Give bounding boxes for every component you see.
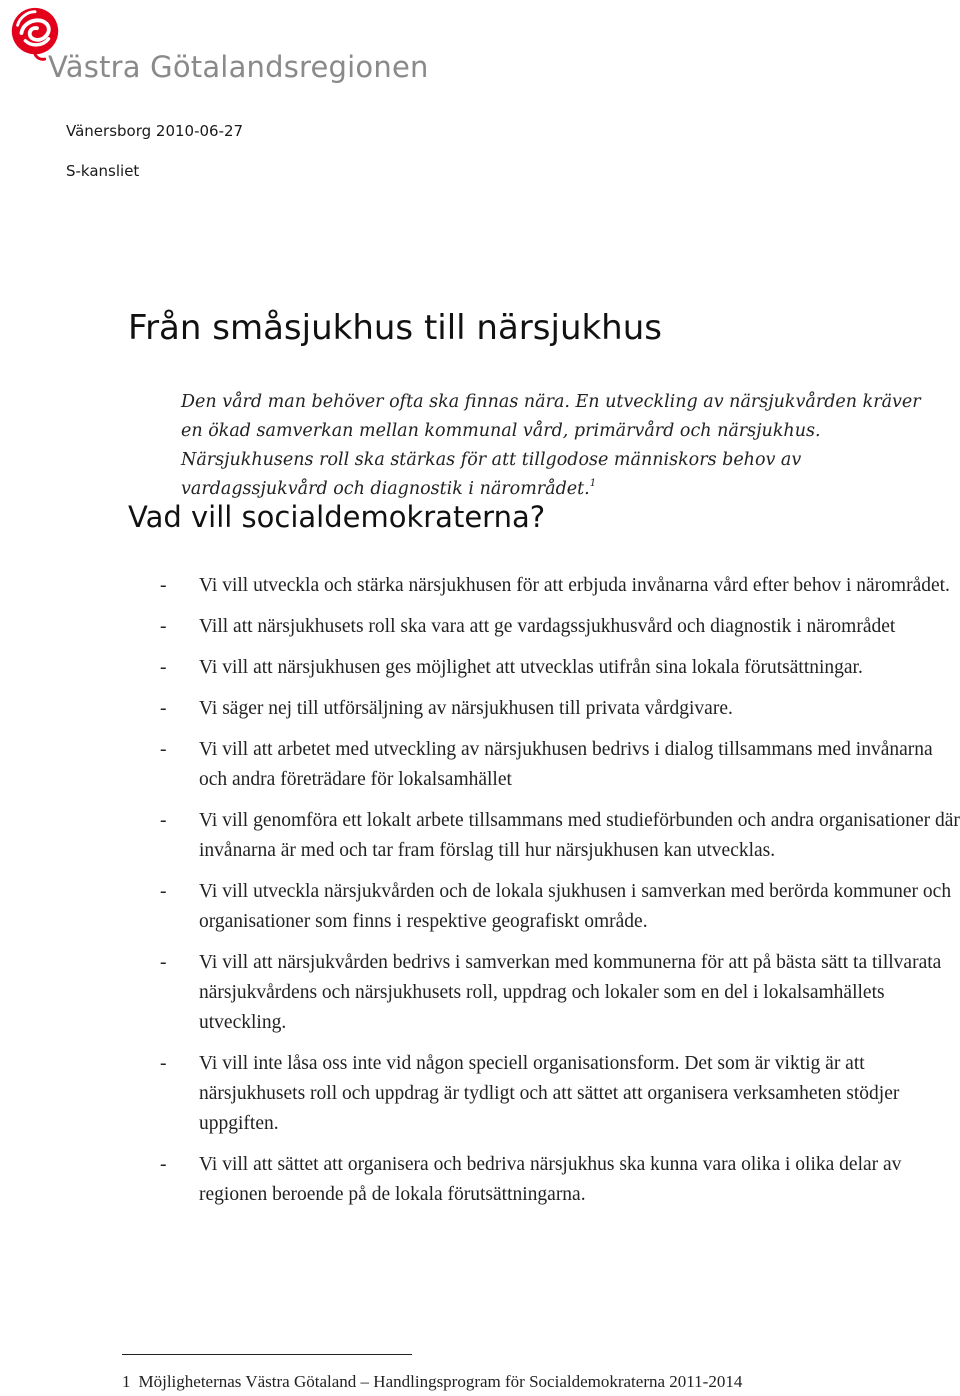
list-item	[160, 571, 960, 601]
intro-paragraph	[181, 388, 921, 504]
document-title: Från småsjukhus till närsjukhus	[128, 308, 662, 348]
list-item	[160, 653, 960, 683]
bullet-marker: -	[160, 881, 167, 902]
list-item-text: Vi säger nej till utförsäljning av närsjukhusen till privata vårdgivare.	[199, 698, 733, 719]
list-item-text: Vi vill utveckla närsjukvården och de lokala sjukhusen i samverkan med berörda kommuner och organisationer som finns i respektive geografiskt område.	[199, 881, 952, 932]
list-item-text: Vi vill utveckla och stärka närsjukhusen för att erbjuda invånarna vård efter behov i närområdet.	[199, 575, 950, 596]
organization-name: Västra Götalandsregionen	[48, 50, 429, 84]
place-date: Vänersborg 2010-06-27	[66, 122, 244, 140]
bullet-marker: -	[160, 1053, 167, 1074]
footnote-text: Möjligheternas Västra Götaland – Handlingsprogram för Socialdemokraterna 2011-2014	[138, 1372, 743, 1391]
intro-text: Den vård man behöver ofta ska finnas nära. En utveckling av närsjukvården kräver en ökad samverkan mellan kommunal vård, primärvård och närsjukhus. Närsjukhusens roll ska stärkas för att tillgodose människors behov av vardagssjukvård och diagnostik i närområdet.	[181, 392, 921, 499]
list-item-text: Vi vill att sättet att organisera och bedriva närsjukhus ska kunna vara olika i olika delar av regionen beroende på de lokala förutsättningarna.	[199, 1154, 902, 1205]
bullet-marker: -	[160, 657, 167, 678]
list-item-text: Vill att närsjukhusets roll ska vara att ge vardagssjukhusvård och diagnostik i närområdet	[199, 616, 896, 637]
list-item	[160, 806, 960, 866]
footnote-reference: 1	[589, 478, 597, 489]
footnote	[122, 1372, 742, 1392]
section-heading: Vad vill socialdemokraterna?	[128, 500, 546, 534]
list-item-text: Vi vill att närsjukhusen ges möjlighet att utvecklas utifrån sina lokala förutsättningar.	[199, 657, 863, 678]
list-item	[160, 877, 960, 937]
bullet-marker: -	[160, 575, 167, 596]
list-item	[160, 1150, 960, 1210]
bullet-list	[160, 571, 960, 1221]
bullet-marker: -	[160, 952, 167, 973]
bullet-marker: -	[160, 810, 167, 831]
bullet-marker: -	[160, 1154, 167, 1175]
bullet-marker: -	[160, 698, 167, 719]
list-item	[160, 694, 960, 724]
bullet-marker: -	[160, 739, 167, 760]
footnote-divider	[122, 1354, 412, 1355]
list-item	[160, 612, 960, 642]
list-item	[160, 735, 960, 795]
bullet-marker: -	[160, 616, 167, 637]
list-item-text: Vi vill att arbetet med utveckling av närsjukhusen bedrivs i dialog tillsammans med invånarna och andra företrädare för lokalsamhället	[199, 739, 933, 790]
list-item	[160, 948, 960, 1038]
department: S-kansliet	[66, 162, 140, 180]
list-item-text: Vi vill inte låsa oss inte vid någon speciell organisationsform. Det som är viktig är att närsjukhusets roll och uppdrag är tydligt och att sättet att organisera verksamheten stödjer uppgiften.	[199, 1053, 900, 1134]
footnote-marker: 1	[122, 1372, 131, 1391]
list-item	[160, 1049, 960, 1139]
list-item-text: Vi vill att närsjukvården bedrivs i samverkan med kommunerna för att på bästa sätt ta tillvarata närsjukvårdens och närsjukhusets roll, uppdrag och lokaler som en del i lokalsamhällets utveckling.	[199, 952, 942, 1033]
list-item-text: Vi vill genomföra ett lokalt arbete tillsammans med studieförbunden och andra organisationer där invånarna är med och tar fram förslag till hur närsjukhusen kan utvecklas.	[199, 810, 960, 861]
